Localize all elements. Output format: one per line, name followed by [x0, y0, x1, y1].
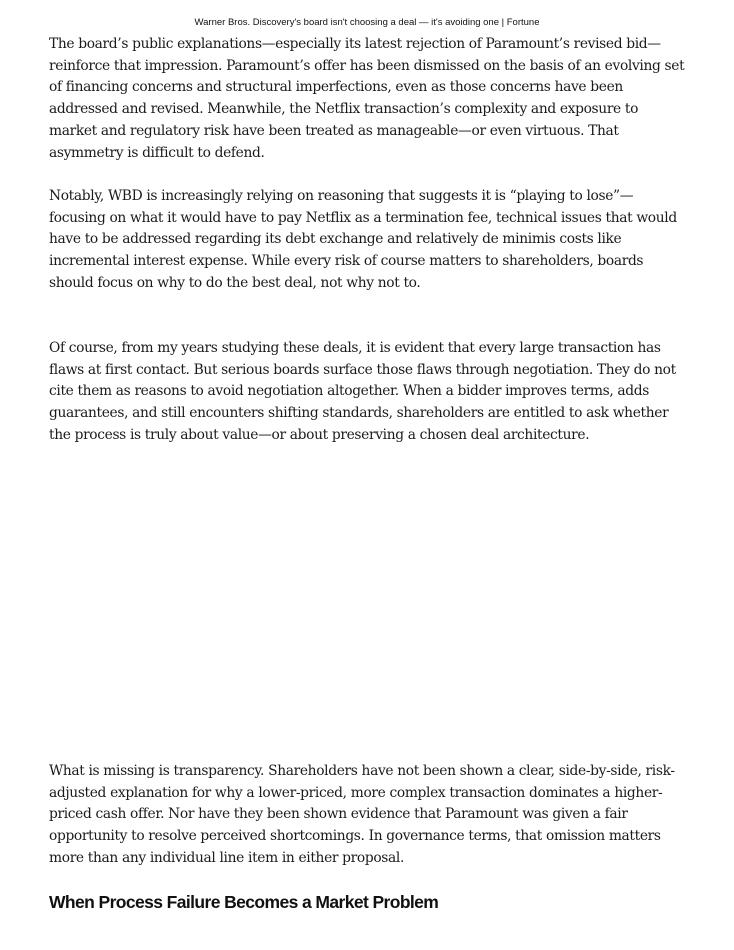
article-paragraph: Of course, from my years studying these deals, it is evident that every large transaction has flaws at first contact. But serious boards surface those flaws through negotiation. They do not cite them as reasons to avoid negotiation altogether. When a bidder improves terms, adds guarantees, and still encounters shifting standards, shareholders are entitled to ask whether the process is truly about value—or about preserving a chosen deal architecture.	[49, 340, 676, 443]
article-paragraph: What is missing is transparency. Shareholders have not been shown a clear, side-by-side, risk-adjusted explanation for why a lower-priced, more complex transaction dominates a higher-priced cash offer. Nor have they been shown evidence that Paramount was given a fair opportunity to resolve perceived shortcomings. In governance terms, that omission matters more than any individual line item in either proposal.	[49, 763, 675, 866]
print-header-title: Warner Bros. Discovery's board isn't choosing a deal — it's avoiding one | Fortune	[194, 17, 540, 28]
section-heading: When Process Failure Becomes a Market Problem	[49, 892, 439, 912]
article-paragraph: The board’s public explanations—especially its latest rejection of Paramount’s revised bid—reinforce that impression. Paramount’s offer has been dismissed on the basis of an evolving set of financing concerns and structural imperfections, even as those concerns have been addressed and revised. Meanwhile, the Netflix transaction’s complexity and exposure to market and regulatory risk have been treated as manageable—or even virtuous. That asymmetry is difficult to defend.	[49, 36, 685, 161]
article-paragraph: Notably, WBD is increasingly relying on reasoning that suggests it is “playing to lose”—focusing on what it would have to pay Netflix as a termination fee, technical issues that would have to be addressed regarding its debt exchange and relatively de minimis costs like incremental interest expense. While every risk of course matters to shareholders, boards should focus on why to do the best deal, not why not to.	[49, 188, 677, 291]
